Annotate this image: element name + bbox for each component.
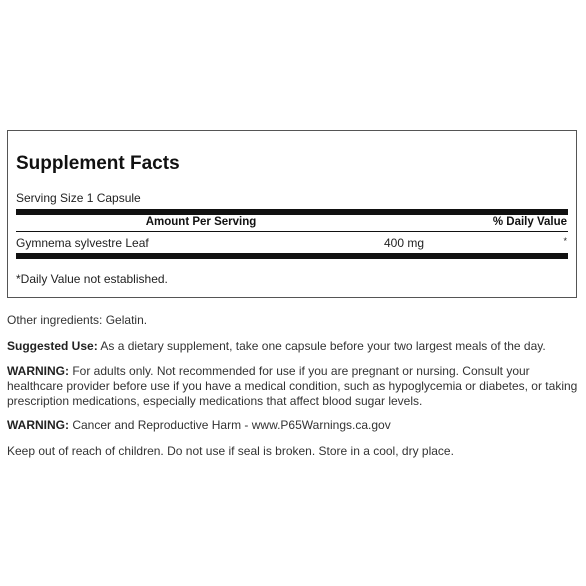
- ingredient-name: Gymnema sylvestre Leaf: [16, 236, 149, 250]
- supplement-facts-panel: [7, 130, 577, 298]
- warning-adults: [7, 364, 579, 409]
- ingredient-row: [16, 233, 568, 251]
- thick-divider-bottom: [16, 253, 568, 259]
- supplement-facts-title: Supplement Facts: [16, 153, 180, 174]
- warning-prop65-text: Cancer and Reproductive Harm - www.P65Warnings.ca.gov: [69, 418, 391, 432]
- amount-per-serving-header: Amount Per Serving: [145, 216, 257, 228]
- other-ingredients: Other ingredients: Gelatin.: [7, 313, 148, 327]
- suggested-use: [7, 339, 579, 354]
- warning-adults-text: For adults only. Not recommended for use if you are pregnant or nursing. Consult your healthcare provider before use if you have a medical condition, such as hypoglycemia or diabetes, or taking prescription medications, especially medications that affect blood sugar levels.: [7, 364, 578, 408]
- warning-adults-label: WARNING:: [7, 364, 69, 378]
- ingredient-daily-value: *: [563, 236, 567, 246]
- storage-instructions: Keep out of reach of children. Do not use if seal is broken. Store in a cool, dry place.: [7, 444, 454, 458]
- suggested-use-text: As a dietary supplement, take one capsule before your two largest meals of the day.: [97, 339, 546, 353]
- warning-prop65: [7, 418, 579, 433]
- facts-header-row: [16, 215, 568, 232]
- suggested-use-label: Suggested Use:: [7, 339, 98, 353]
- serving-size: Serving Size 1 Capsule: [16, 191, 141, 205]
- daily-value-footnote: *Daily Value not established.: [16, 272, 168, 286]
- ingredient-amount: 400 mg: [384, 236, 425, 250]
- daily-value-header: % Daily Value: [492, 216, 567, 228]
- warning-prop65-label: WARNING:: [7, 418, 69, 432]
